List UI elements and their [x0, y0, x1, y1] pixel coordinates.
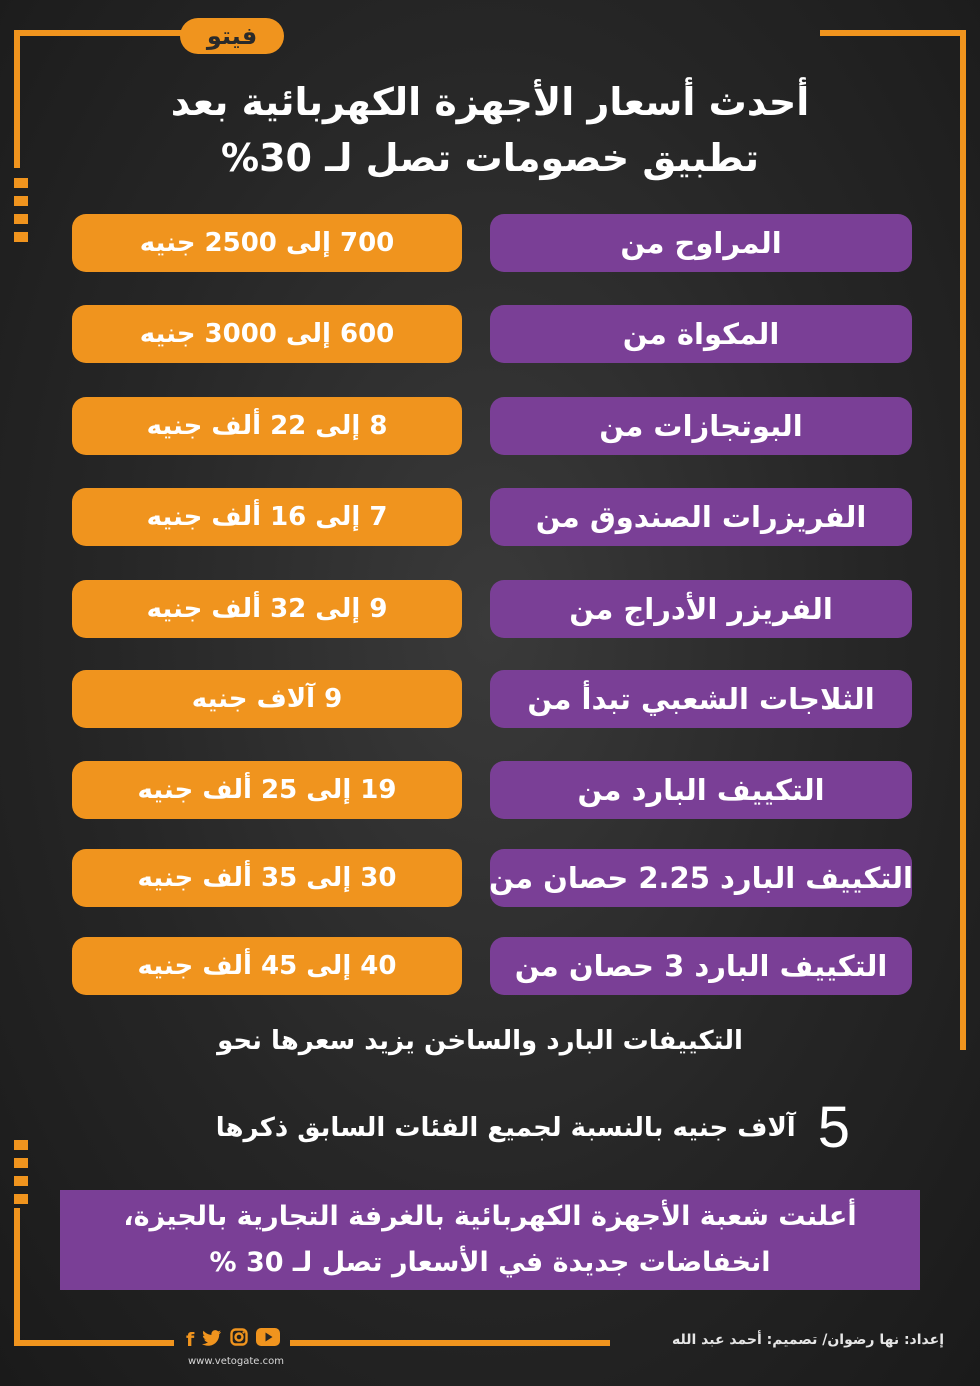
price-row — [72, 214, 912, 272]
price-row — [72, 937, 912, 995]
frame-dash — [14, 232, 28, 242]
youtube-icon[interactable] — [256, 1328, 280, 1351]
frame-left-bottom-line — [14, 1208, 20, 1346]
appliance-label: التكييف البارد 2.25 حصان من — [490, 849, 912, 907]
price-row — [72, 488, 912, 546]
brand-logo: فيتو — [180, 18, 284, 54]
note-text: آلاف جنيه بالنسبة لجميع الفئات السابق ذكرها — [215, 1112, 796, 1143]
frame-dash — [14, 1194, 28, 1204]
price-row — [72, 305, 912, 363]
price-range: 30 إلى 35 ألف جنيه — [72, 849, 462, 907]
banner-line-2: انخفاضات جديدة في الأسعار تصل لـ 30 % — [209, 1247, 771, 1278]
frame-bottom-right-line — [290, 1340, 610, 1346]
instagram-icon[interactable] — [230, 1328, 248, 1351]
frame-dash — [14, 1158, 28, 1168]
frame-dash — [14, 1140, 28, 1150]
appliance-label: التكييف البارد من — [490, 761, 912, 819]
page-title — [140, 74, 840, 186]
twitter-icon[interactable] — [202, 1329, 222, 1351]
credits-text: إعداد: نها رضوان/ تصميم: أحمد عبد الله — [672, 1332, 944, 1348]
price-range: 40 إلى 45 ألف جنيه — [72, 937, 462, 995]
social-icons — [186, 1328, 280, 1351]
title-line-1: أحدث أسعار الأجهزة الكهربائية بعد — [170, 80, 810, 124]
appliance-label: الفريزر الأدراج من — [490, 580, 912, 638]
frame-dash — [14, 196, 28, 206]
note-line-1: التكييفات البارد والساخن يزيد سعرها نحو — [217, 1026, 743, 1056]
appliance-label: الفريزرات الصندوق من — [490, 488, 912, 546]
appliance-label: المراوح من — [490, 214, 912, 272]
frame-right-line — [960, 30, 966, 1050]
price-row — [72, 670, 912, 728]
appliance-label: التكييف البارد 3 حصان من — [490, 937, 912, 995]
note-line-2 — [160, 1094, 850, 1161]
appliance-label: المكواة من — [490, 305, 912, 363]
facebook-icon[interactable]: f — [186, 1328, 195, 1351]
price-range: 600 إلى 3000 جنيه — [72, 305, 462, 363]
frame-top-left-line — [14, 30, 182, 36]
frame-dash — [14, 178, 28, 188]
frame-bottom-left-line — [14, 1340, 174, 1346]
frame-top-right-line — [820, 30, 966, 36]
price-row — [72, 580, 912, 638]
price-row — [72, 849, 912, 907]
price-range: 9 آلاف جنيه — [72, 670, 462, 728]
price-range: 9 إلى 32 ألف جنيه — [72, 580, 462, 638]
appliance-label: الثلاجات الشعبي تبدأ من — [490, 670, 912, 728]
price-row — [72, 761, 912, 819]
note-number: 5 — [817, 1095, 850, 1160]
banner-line-1: أعلنت شعبة الأجهزة الكهربائية بالغرفة التجارية بالجيزة، — [123, 1201, 857, 1232]
announcement-banner — [60, 1190, 920, 1290]
price-range: 19 إلى 25 ألف جنيه — [72, 761, 462, 819]
appliance-label: البوتجازات من — [490, 397, 912, 455]
frame-dash — [14, 1176, 28, 1186]
price-range: 7 إلى 16 ألف جنيه — [72, 488, 462, 546]
title-line-2: تطبيق خصومات تصل لـ 30% — [221, 136, 759, 180]
price-row — [72, 397, 912, 455]
website-url[interactable]: www.vetogate.com — [188, 1356, 284, 1367]
price-range: 700 إلى 2500 جنيه — [72, 214, 462, 272]
frame-left-top-line — [14, 30, 20, 168]
frame-dash — [14, 214, 28, 224]
price-range: 8 إلى 22 ألف جنيه — [72, 397, 462, 455]
